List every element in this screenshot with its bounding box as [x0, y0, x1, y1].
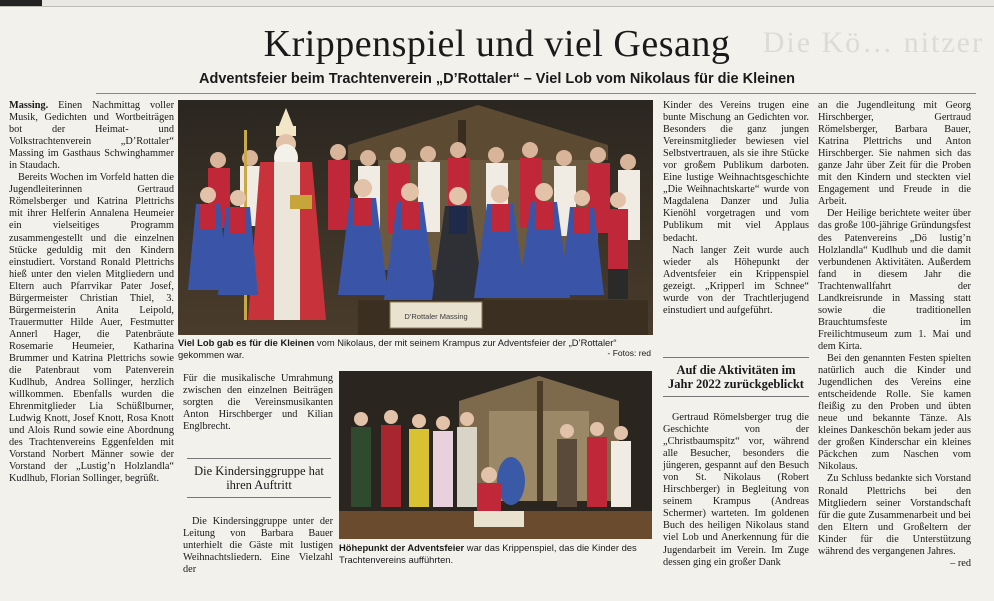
paragraph: Bei den genannten Festen spielten natürlich auch die Kinder und Jugendlichen des Vereins eine entscheidende Rolle. Sie kamen fleißig zu den Proben und übten neue und bekannte Tänze. Als kleines Dankeschön bekam jeder aus der großen Kinderschar ein kleines Päckchen zum Naschen vom Nikolaus.: [818, 352, 971, 473]
paragraph: [9, 100, 174, 172]
paragraph: Der Heilige berichtete weiter über das große 100-jährige Gründungsfest des Patenvereins „Dö lustig’n Holzlandla“ Kudlhub und die damit verbundenen Aktivitäten. Außerdem fand in diesem Jahr die Trachtenwallfahrt der Landkreisrunde in Massing statt sowie die traditionellen Brauchtumsfeste im Freilichtmuseum zum 1. Mai und dem Kirta.: [818, 208, 971, 352]
dateline: Massing.: [9, 100, 49, 111]
caption-text: war das Krippenspiel, das die Kinder des Trachtenvereins aufführten.: [339, 542, 637, 565]
headline: Krippenspiel und viel Gesang: [263, 23, 731, 65]
column-3: [183, 373, 333, 433]
column-3b: [183, 516, 333, 576]
paragraph: an die Jugendleitung mit Georg Hirschberger, Gertraud Römelsberger, Barbara Bauer, Katrina Plettrichs und Anton Hirschberger. Sie nahmen sich das ganze Jahr über Zeit für die Proben mit den Kindern und steckten viel Engagement und Freude in die Arbeit.: [818, 100, 971, 208]
paragraph: [818, 473, 971, 569]
photo-caption-2: [339, 542, 652, 565]
paragraph: Bereits Wochen im Vorfeld hatten die Jugendleiterinnen Gertraud Römelsberger und Katrina Plettrichs mit ihrer Helferin Annalena Heumeier ein vielseitiges Programm zusammengestellt und die einzelnen Stücke geduldig mit den Kindern einstudiert. Vorstand Ronald Plettrichs hieß unter den vielen Mitgliedern und Eltern auch Pfarrvikar Pater Josef, Bürgermeister Christian Thiel, 3. Bürgermeisterin Anita Leipold, Trauermutter Hilde Auer, Festmutter Annerl Hager, die Patenbräute Rosemarie Heumeier, Katharina Brummer und Katrina Plettrichs sowie die Patenbraut vom Patenverein Kudlhub, Andrea Sollinger, herzlich willkommen. Ebenfalls wurden die Ehrenmitglieder Lia Schüßlburner, Ludwig Knott, Josef Knott, Rosa Knott und Alois Rund sowie eine Abordnung des Trachtenvereins Eggenfelden mit Vorstand Norbert Männer sowie der Vorstand der „Lustig’n Holzlandla“ Kudlhub, Florian Sollinger, begrüßt.: [9, 172, 174, 485]
paragraph: Die Kindersinggruppe unter der Leitung von Barbara Bauer unterhielt die Gäste mit lustigen Weihnachtsliedern. Eine Vielzahl der: [183, 516, 333, 576]
photo-group-nikolaus: [178, 100, 653, 335]
photo-krippenspiel: [339, 371, 652, 539]
photo-illustration: [178, 100, 653, 335]
column-5b: [663, 412, 809, 569]
subheading-kindersinggruppe: Die Kindersinggruppe hat ihren Auftritt: [187, 458, 331, 498]
sign-text: D’Rottaler Massing: [404, 312, 468, 321]
ghost-headline: Die Kö… nitzer: [762, 26, 984, 59]
subheading-aktivitaeten: Auf die Aktivitäten im Jahr 2022 zurückgeblickt: [663, 357, 809, 397]
author-credit: – red: [950, 557, 971, 569]
caption-text: vom Nikolaus, der mit seinem Krampus zur Adventsfeier der „D’Rottaler“ gekommen war.: [178, 337, 617, 360]
paragraph-text: Zu Schluss bedankte sich Vorstand Ronald Plettrichs bei den Mitgliedern seiner Vorstandschaft für die gute Zusammenarbeit und bei den Eltern und Großeltern der Kinder für die Unterstützung während des vergangenen Jahres.: [818, 473, 971, 557]
caption-lead: Viel Lob gab es für die Kleinen: [178, 337, 315, 348]
paragraph: Nach langer Zeit wurde auch wieder als Höhepunkt der Adventsfeier ein Krippenspiel gezeigt. „Kripperl im Schnee“ wurde von der Trachtlerjugend einstudiert und aufgeführt.: [663, 244, 809, 316]
top-bar: [0, 0, 994, 7]
column-6: [818, 100, 971, 570]
photo-illustration: [339, 371, 652, 539]
paragraph-text: Einen Nachmittag voller Musik, Gedichten und Wortbeiträgen bot der Heimat- und Volkstrachtenverein „D’Rottaler“ Massing im Gasthaus Schwinghammer in Staudach.: [9, 100, 174, 172]
rule: [96, 93, 976, 94]
photo-caption-1: [178, 337, 653, 360]
paragraph: Gertraud Römelsberger trug die Geschichte von der „Christbaumspitz“ vor, während alle Besucher, besonders die jüngeren, gespannt auf den Besuch von St. Nikolaus (Robert Hirschberger) in Begleitung von seinem Krampus (Andreas Schermer) warteten. Im goldenen Buch des heiligen Nikolaus stand viel Lob und Anerkennung für die Jugendarbeit im Verein. Im Zuge dessen ging ein großer Dank: [663, 412, 809, 568]
top-bar-block: [0, 0, 42, 6]
photo-credit: - Fotos: red: [607, 348, 651, 358]
column-5: [663, 100, 809, 317]
subheadline: Adventsfeier beim Trachtenverein „D’Rottaler“ – Viel Lob vom Nikolaus für die Kleinen: [198, 71, 795, 87]
paragraph: Für die musikalische Umrahmung zwischen den einzelnen Beiträgen sorgten die Vereinsmusikanten Anton Hirschberger und Kilian Englbrecht.: [183, 373, 333, 433]
column-1: [9, 100, 174, 486]
paragraph: Kinder des Vereins trugen eine bunte Mischung an Gedichten vor. Besonders die ganz jungen Vereinsmitglieder bewiesen viel Selbstvertrauen, als sie ihre Stücke vor großem Publikum darboten. Eine lustige Weihnachtsgeschichte „Die Weihnachtskarte“ wurde von Magdalena Danzer und Julia Kienöhl vorgetragen und vom Publikum mit viel Applaus bedacht.: [663, 100, 809, 244]
caption-lead: Höhepunkt der Adventsfeier: [339, 542, 465, 553]
